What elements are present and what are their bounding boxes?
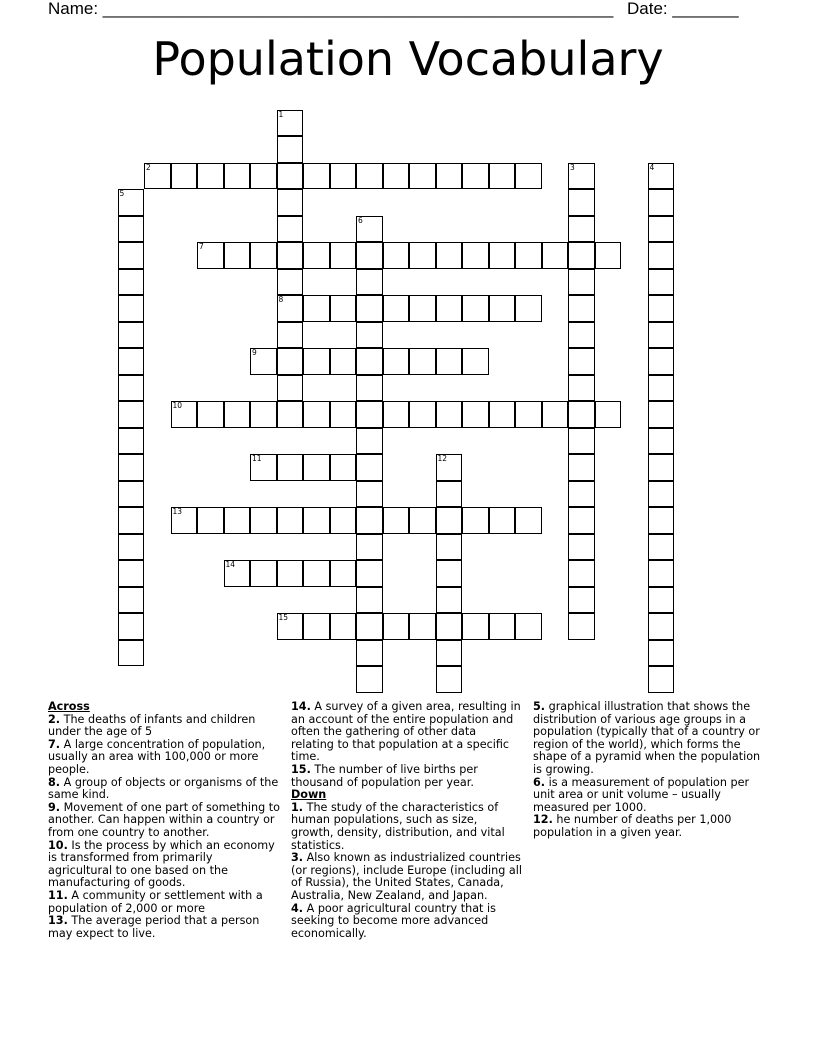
- grid-cell[interactable]: [224, 163, 251, 190]
- grid-cell[interactable]: [303, 454, 330, 481]
- grid-cell[interactable]: [171, 507, 198, 534]
- clue-text: is a measurement of population per unit area or unit volume – usually measured per 1000.: [533, 775, 750, 814]
- down-clue: [533, 777, 769, 815]
- grid-cell[interactable]: [277, 613, 304, 640]
- grid-cell[interactable]: [330, 401, 357, 428]
- grid-cell[interactable]: [409, 401, 436, 428]
- grid-cell[interactable]: [303, 348, 330, 375]
- grid-cell[interactable]: [330, 613, 357, 640]
- clue-text: The number of live births per thousand of population per year.: [291, 762, 478, 789]
- grid-cell[interactable]: [277, 216, 304, 243]
- grid-cell[interactable]: [356, 401, 383, 428]
- grid-cell[interactable]: [648, 322, 675, 349]
- clue-text: A survey of a given area, resulting in an account of the entire population and often the gathering of other data relating to that population at a specific time.: [291, 700, 521, 764]
- grid-cell[interactable]: [197, 507, 224, 534]
- grid-cell[interactable]: [409, 348, 436, 375]
- clue-text: A group of objects or organisms of the same kind.: [48, 775, 279, 802]
- grid-cell[interactable]: [568, 242, 595, 269]
- grid-cell[interactable]: [383, 295, 410, 322]
- grid-cell[interactable]: [462, 163, 489, 190]
- grid-cell[interactable]: [224, 507, 251, 534]
- grid-cell[interactable]: [356, 428, 383, 455]
- grid-cell[interactable]: [303, 242, 330, 269]
- grid-cell[interactable]: [542, 242, 569, 269]
- clue-number: 14: [225, 560, 236, 569]
- grid-cell[interactable]: [383, 348, 410, 375]
- grid-cell[interactable]: [648, 666, 675, 693]
- grid-cell[interactable]: [568, 507, 595, 534]
- grid-cell[interactable]: [568, 613, 595, 640]
- clue-number: 12.: [533, 813, 553, 827]
- clue-text: graphical illustration that shows the distribution of various age groups in a population (typically that of a country or region of the world), which forms the shape of a pyramid when the population is growing.: [533, 700, 761, 776]
- grid-cell[interactable]: [383, 613, 410, 640]
- across-clue: [48, 840, 280, 890]
- grid-cell[interactable]: [277, 110, 304, 137]
- grid-cell[interactable]: [595, 242, 622, 269]
- grid-cell[interactable]: [648, 348, 675, 375]
- grid-cell[interactable]: [356, 587, 383, 614]
- grid-cell[interactable]: [277, 322, 304, 349]
- grid-cell[interactable]: [648, 454, 675, 481]
- grid-cell[interactable]: [118, 269, 145, 296]
- clue-number: 13.: [48, 914, 68, 928]
- grid-cell[interactable]: [277, 375, 304, 402]
- grid-cell[interactable]: [568, 216, 595, 243]
- grid-cell[interactable]: [277, 295, 304, 322]
- grid-cell[interactable]: [277, 189, 304, 216]
- grid-cell[interactable]: [330, 348, 357, 375]
- grid-cell[interactable]: [648, 401, 675, 428]
- across-clue: [48, 915, 280, 940]
- grid-cell[interactable]: [383, 401, 410, 428]
- clue-text: A large concentration of population, usually an area with 100,000 or more people.: [48, 737, 266, 776]
- grid-cell[interactable]: [277, 560, 304, 587]
- across-clue: [48, 714, 280, 739]
- grid-cell[interactable]: [356, 216, 383, 243]
- grid-cell[interactable]: [383, 507, 410, 534]
- down-clue: [533, 701, 769, 777]
- clue-number: 1: [278, 109, 284, 119]
- grid-cell[interactable]: [648, 295, 675, 322]
- grid-cell[interactable]: [568, 269, 595, 296]
- grid-cell[interactable]: [118, 613, 145, 640]
- grid-cell[interactable]: [489, 295, 516, 322]
- grid-cell[interactable]: [515, 507, 542, 534]
- grid-cell[interactable]: [648, 507, 675, 534]
- grid-cell[interactable]: [436, 295, 463, 322]
- name-field-label[interactable]: Name: ______________________________________________________: [48, 0, 614, 18]
- grid-cell[interactable]: [568, 375, 595, 402]
- grid-cell[interactable]: [118, 375, 145, 402]
- grid-cell[interactable]: [118, 242, 145, 269]
- across-clue: [291, 701, 522, 764]
- grid-cell[interactable]: [224, 401, 251, 428]
- grid-cell[interactable]: [648, 640, 675, 667]
- clue-number: 10: [172, 401, 183, 410]
- clue-number: 2: [146, 162, 151, 172]
- grid-cell[interactable]: [330, 560, 357, 587]
- across-clue: [48, 739, 280, 777]
- grid-cell[interactable]: [224, 560, 251, 587]
- clue-text: The study of the characteristics of human populations, such as size, growth, density, distribution, and vital statistics.: [291, 800, 505, 852]
- across-clue: [48, 890, 280, 915]
- down-heading: Down: [291, 788, 327, 802]
- grid-cell[interactable]: [118, 322, 145, 349]
- clue-number: 15: [278, 613, 289, 622]
- grid-cell[interactable]: [330, 507, 357, 534]
- grid-cell[interactable]: [436, 163, 463, 190]
- clue-number: 3.: [291, 851, 304, 865]
- grid-cell[interactable]: [436, 401, 463, 428]
- grid-cell[interactable]: [277, 348, 304, 375]
- clue-text: Movement of one part of something to another. Can happen within a country or from one country to another.: [48, 800, 280, 839]
- grid-cell[interactable]: [356, 560, 383, 587]
- date-field-label[interactable]: Date: _______: [627, 0, 739, 18]
- grid-cell[interactable]: [330, 242, 357, 269]
- grid-cell[interactable]: [356, 534, 383, 561]
- grid-cell[interactable]: [356, 242, 383, 269]
- grid-cell[interactable]: [436, 348, 463, 375]
- clue-text: he number of deaths per 1,000 population in a given year.: [533, 813, 732, 839]
- grid-cell[interactable]: [356, 481, 383, 508]
- clue-number: 13: [172, 507, 183, 516]
- clue-number: 10.: [48, 838, 68, 852]
- grid-cell[interactable]: [356, 613, 383, 640]
- grid-cell[interactable]: [303, 401, 330, 428]
- grid-cell[interactable]: [409, 613, 436, 640]
- grid-cell[interactable]: [224, 242, 251, 269]
- clue-number: 6.: [533, 775, 546, 789]
- clue-number: 5.: [533, 700, 546, 713]
- grid-cell[interactable]: [436, 560, 463, 587]
- grid-cell[interactable]: [648, 242, 675, 269]
- grid-cell[interactable]: [356, 348, 383, 375]
- grid-cell[interactable]: [648, 534, 675, 561]
- grid-cell[interactable]: [197, 163, 224, 190]
- grid-cell[interactable]: [356, 295, 383, 322]
- grid-cell[interactable]: [118, 216, 145, 243]
- grid-cell[interactable]: [568, 481, 595, 508]
- across-heading: Across: [48, 700, 90, 713]
- grid-cell[interactable]: [277, 269, 304, 296]
- clue-number: 15.: [291, 762, 311, 776]
- clues-column-3: [533, 701, 769, 840]
- grid-cell[interactable]: [303, 560, 330, 587]
- grid-cell[interactable]: [568, 428, 595, 455]
- clue-number: 12: [437, 454, 448, 463]
- grid-cell[interactable]: [250, 348, 277, 375]
- clues-column-1: [48, 701, 280, 940]
- grid-cell[interactable]: [277, 507, 304, 534]
- grid-cell[interactable]: [250, 560, 277, 587]
- grid-cell[interactable]: [648, 163, 675, 190]
- page-title: Population Vocabulary: [152, 32, 664, 86]
- grid-cell[interactable]: [515, 242, 542, 269]
- grid-cell[interactable]: [568, 295, 595, 322]
- grid-cell[interactable]: [118, 640, 145, 667]
- grid-cell[interactable]: [356, 163, 383, 190]
- down-clue: [291, 903, 522, 941]
- grid-cell[interactable]: [648, 269, 675, 296]
- grid-cell[interactable]: [489, 163, 516, 190]
- grid-cell[interactable]: [648, 216, 675, 243]
- grid-cell[interactable]: [118, 560, 145, 587]
- grid-cell[interactable]: [568, 534, 595, 561]
- clue-number: 11.: [48, 888, 68, 902]
- grid-cell[interactable]: [648, 560, 675, 587]
- clue-number: 3: [570, 162, 575, 172]
- clue-number: 4.: [291, 901, 304, 915]
- grid-cell[interactable]: [303, 295, 330, 322]
- grid-cell[interactable]: [118, 507, 145, 534]
- grid-cell[interactable]: [648, 481, 675, 508]
- grid-cell[interactable]: [648, 189, 675, 216]
- grid-cell[interactable]: [515, 163, 542, 190]
- grid-cell[interactable]: [462, 401, 489, 428]
- across-clue: [48, 802, 280, 840]
- grid-cell[interactable]: [197, 242, 224, 269]
- grid-cell[interactable]: [277, 136, 304, 163]
- grid-cell[interactable]: [462, 507, 489, 534]
- grid-cell[interactable]: [648, 428, 675, 455]
- grid-cell[interactable]: [356, 454, 383, 481]
- grid-cell[interactable]: [383, 163, 410, 190]
- grid-cell[interactable]: [330, 163, 357, 190]
- grid-cell[interactable]: [436, 454, 463, 481]
- grid-cell[interactable]: [330, 295, 357, 322]
- grid-cell[interactable]: [542, 401, 569, 428]
- down-clue: [291, 802, 522, 852]
- grid-cell[interactable]: [118, 454, 145, 481]
- grid-cell[interactable]: [595, 401, 622, 428]
- grid-cell[interactable]: [250, 242, 277, 269]
- grid-cell[interactable]: [436, 507, 463, 534]
- clue-number: 2.: [48, 712, 61, 726]
- grid-cell[interactable]: [515, 295, 542, 322]
- clue-text: The average period that a person may expect to live.: [48, 914, 260, 940]
- grid-cell[interactable]: [436, 640, 463, 667]
- grid-cell[interactable]: [648, 613, 675, 640]
- grid-cell[interactable]: [568, 454, 595, 481]
- clue-number: 8: [278, 295, 284, 304]
- clue-number: 8.: [48, 775, 61, 789]
- grid-cell[interactable]: [436, 481, 463, 508]
- down-clue: [533, 814, 769, 839]
- grid-cell[interactable]: [356, 269, 383, 296]
- across-clue: [48, 777, 280, 802]
- clues-column-2: [291, 701, 522, 940]
- grid-cell[interactable]: [118, 481, 145, 508]
- grid-cell[interactable]: [515, 613, 542, 640]
- grid-cell[interactable]: [118, 189, 145, 216]
- grid-cell[interactable]: [568, 163, 595, 190]
- grid-cell[interactable]: [303, 507, 330, 534]
- down-clue: [291, 852, 522, 902]
- clue-text: The deaths of infants and children under the age of 5: [48, 712, 256, 739]
- grid-cell[interactable]: [383, 242, 410, 269]
- grid-cell[interactable]: [409, 295, 436, 322]
- grid-cell[interactable]: [303, 163, 330, 190]
- grid-cell[interactable]: [118, 401, 145, 428]
- grid-cell[interactable]: [277, 163, 304, 190]
- grid-cell[interactable]: [489, 507, 516, 534]
- grid-cell[interactable]: [356, 507, 383, 534]
- grid-cell[interactable]: [436, 242, 463, 269]
- clue-text: Is the process by which an economy is transformed from primarily agricultural to one based on the manufacturing of goods.: [48, 838, 275, 890]
- grid-cell[interactable]: [436, 613, 463, 640]
- grid-cell[interactable]: [118, 587, 145, 614]
- grid-cell[interactable]: [462, 348, 489, 375]
- grid-cell[interactable]: [118, 428, 145, 455]
- grid-cell[interactable]: [436, 534, 463, 561]
- grid-cell[interactable]: [118, 295, 145, 322]
- clue-text: Also known as industrialized countries (or regions), include Europe (including all of Russia), the United States, Canada, Australia, New Zealand, and Japan.: [291, 851, 522, 902]
- clue-text: A community or settlement with a population of 2,000 or more: [48, 888, 263, 915]
- grid-cell[interactable]: [250, 507, 277, 534]
- grid-cell[interactable]: [250, 454, 277, 481]
- clue-number: 6: [358, 215, 363, 225]
- grid-cell[interactable]: [356, 375, 383, 402]
- grid-cell[interactable]: [356, 322, 383, 349]
- grid-cell[interactable]: [277, 242, 304, 269]
- grid-cell[interactable]: [330, 454, 357, 481]
- clue-number: 4: [649, 162, 655, 172]
- grid-cell[interactable]: [515, 401, 542, 428]
- grid-cell[interactable]: [568, 587, 595, 614]
- grid-cell[interactable]: [568, 560, 595, 587]
- grid-cell[interactable]: [303, 613, 330, 640]
- grid-cell[interactable]: [436, 666, 463, 693]
- grid-cell[interactable]: [409, 507, 436, 534]
- grid-cell[interactable]: [489, 242, 516, 269]
- grid-cell[interactable]: [462, 613, 489, 640]
- clue-number: 9: [252, 348, 257, 357]
- grid-cell[interactable]: [356, 666, 383, 693]
- grid-cell[interactable]: [118, 348, 145, 375]
- clue-number: 7.: [48, 737, 61, 751]
- grid-cell[interactable]: [648, 375, 675, 402]
- grid-cell[interactable]: [462, 295, 489, 322]
- clue-number: 9.: [48, 800, 61, 814]
- grid-cell[interactable]: [171, 401, 198, 428]
- grid-cell[interactable]: [197, 401, 224, 428]
- grid-cell[interactable]: [568, 189, 595, 216]
- grid-cell[interactable]: [648, 587, 675, 614]
- grid-cell[interactable]: [277, 454, 304, 481]
- grid-cell[interactable]: [568, 401, 595, 428]
- grid-cell[interactable]: [409, 242, 436, 269]
- clue-number: 11: [252, 454, 262, 463]
- grid-cell[interactable]: [409, 163, 436, 190]
- grid-cell[interactable]: [356, 640, 383, 667]
- clue-number: 1.: [291, 800, 304, 814]
- clue-number: 5: [119, 189, 125, 198]
- clue-number: 7: [199, 242, 204, 251]
- grid-cell[interactable]: [436, 587, 463, 614]
- clue-text: A poor agricultural country that is seeking to become more advanced economically.: [291, 901, 496, 940]
- grid-cell[interactable]: [277, 401, 304, 428]
- grid-cell[interactable]: [489, 401, 516, 428]
- across-clue: [291, 764, 522, 789]
- grid-cell[interactable]: [250, 401, 277, 428]
- grid-cell[interactable]: [171, 163, 198, 190]
- clue-number: 14.: [291, 700, 311, 713]
- grid-cell[interactable]: [568, 322, 595, 349]
- grid-cell[interactable]: [489, 613, 516, 640]
- grid-cell[interactable]: [118, 534, 145, 561]
- grid-cell[interactable]: [462, 242, 489, 269]
- grid-cell[interactable]: [144, 163, 171, 190]
- grid-cell[interactable]: [250, 163, 277, 190]
- grid-cell[interactable]: [568, 348, 595, 375]
